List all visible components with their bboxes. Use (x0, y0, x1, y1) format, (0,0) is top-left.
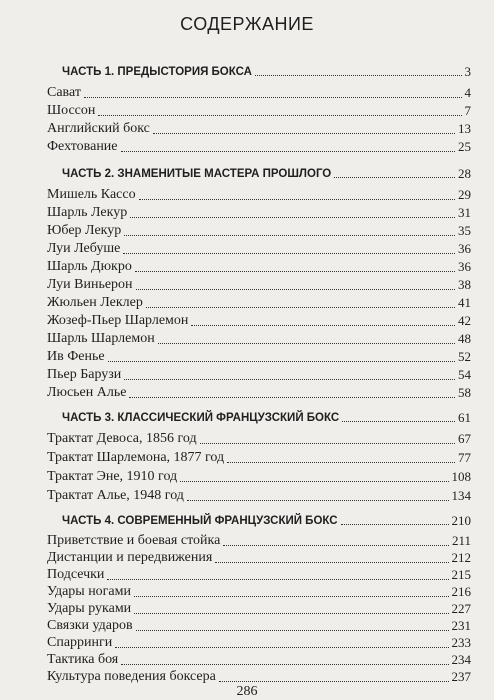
dot-leader (129, 397, 455, 398)
page-number: 286 (236, 684, 258, 699)
entry-title: Связки ударов (47, 618, 133, 633)
toc-entry (47, 651, 471, 669)
entry-page: 234 (451, 652, 471, 667)
toc-entry (47, 258, 471, 276)
dot-leader (130, 217, 455, 218)
dot-leader (121, 664, 448, 665)
toc-part-2 (62, 166, 471, 182)
dot-leader (139, 199, 455, 200)
entry-page: 231 (451, 618, 471, 633)
entry-page: 77 (458, 450, 471, 465)
dot-leader (255, 75, 462, 76)
entry-page: 215 (451, 567, 471, 582)
part-page: 28 (458, 166, 471, 181)
entry-page: 38 (458, 277, 471, 292)
dot-leader (121, 151, 455, 152)
toc-entry (47, 487, 471, 505)
toc-entry (47, 240, 471, 258)
toc-entry (47, 222, 471, 240)
toc-entry (47, 384, 471, 402)
entry-title: Трактат Девоса, 1856 год (47, 431, 197, 446)
entry-page: 54 (458, 367, 471, 382)
toc-entry (47, 138, 471, 156)
toc-entry (47, 294, 471, 312)
dot-leader (134, 613, 448, 614)
part-title: ЧАСТЬ 2. ЗНАМЕНИТЫЕ МАСТЕРА ПРОШЛОГО (62, 168, 332, 180)
entry-title: Удары ногами (47, 584, 131, 599)
entry-title: Шарль Лекур (47, 205, 128, 220)
entry-page: 134 (451, 488, 471, 503)
entry-title: Ив Фенье (47, 349, 105, 364)
entry-page: 25 (458, 139, 471, 154)
dot-leader (200, 443, 455, 444)
toc-entry (47, 634, 471, 652)
entry-title: Спарринги (47, 635, 113, 650)
entry-title: Фехтование (47, 139, 118, 154)
entry-page: 58 (458, 385, 471, 400)
entry-title: Юбер Лекур (47, 223, 122, 238)
dot-leader (187, 500, 449, 501)
dot-leader (341, 524, 449, 525)
toc-entry (47, 330, 471, 348)
toc-entry (47, 366, 471, 384)
entry-title: Культура поведения боксера (47, 669, 216, 684)
entry-page: 211 (451, 533, 471, 548)
toc-entry (47, 276, 471, 294)
entry-title: Приветствие и боевая стойка (47, 533, 221, 548)
dot-leader (158, 343, 455, 344)
entry-page: 48 (458, 331, 471, 346)
toc-part-4 (62, 513, 471, 529)
dot-leader (219, 681, 449, 682)
part-title: ЧАСТЬ 4. СОВРЕМЕННЫЙ ФРАНЦУЗСКИЙ БОКС (62, 515, 338, 527)
entry-page: 52 (458, 349, 471, 364)
entry-page: 7 (464, 103, 471, 118)
entry-page: 233 (451, 635, 471, 650)
entry-title: Шарль Шарлемон (47, 331, 155, 346)
dot-leader (136, 630, 449, 631)
dot-leader (191, 325, 455, 326)
dot-leader (180, 481, 448, 482)
part-page: 210 (451, 513, 471, 528)
toc-part-3 (62, 410, 471, 426)
entry-title: Английский бокс (47, 121, 150, 136)
page-title: СОДЕРЖАНИЕ (180, 14, 314, 34)
part-title: ЧАСТЬ 3. КЛАССИЧЕСКИЙ ФРАНЦУЗСКИЙ БОКС (62, 412, 340, 424)
entry-title: Подсечки (47, 567, 105, 582)
toc-entry (47, 532, 471, 550)
entry-page: 67 (458, 431, 471, 446)
dot-leader (135, 271, 455, 272)
dot-leader (98, 115, 461, 116)
entry-title: Жюльен Леклер (47, 295, 143, 310)
dot-leader (123, 253, 455, 254)
entry-title: Пьер Барузи (47, 367, 122, 382)
dot-leader (227, 462, 455, 463)
entry-page: 212 (451, 550, 471, 565)
entry-page: 13 (458, 121, 471, 136)
entry-title: Дистанции и передвижения (47, 550, 213, 565)
toc-entry (47, 430, 471, 448)
entry-title: Люсьен Алье (47, 385, 127, 400)
toc-entry (47, 583, 471, 601)
dot-leader (84, 97, 462, 98)
toc-entry (47, 120, 471, 138)
entry-page: 41 (458, 295, 471, 310)
toc-entry (47, 186, 471, 204)
entry-title: Жозеф-Пьер Шарлемон (47, 313, 189, 328)
entry-page: 216 (451, 584, 471, 599)
dot-leader (124, 379, 455, 380)
entry-title: Сават (47, 85, 81, 100)
entry-title: Шоссон (47, 103, 96, 118)
toc-entry (47, 312, 471, 330)
entry-page: 29 (458, 187, 471, 202)
toc-entry (47, 566, 471, 584)
toc-entry (47, 449, 471, 467)
toc-part-1 (62, 64, 471, 80)
dot-leader (136, 289, 455, 290)
dot-leader (223, 545, 449, 546)
dot-leader (334, 177, 455, 178)
dot-leader (215, 562, 448, 563)
entry-title: Тактика боя (47, 652, 119, 667)
entry-page: 36 (458, 259, 471, 274)
part-page: 3 (464, 64, 471, 79)
toc-entry (47, 102, 471, 120)
part-title: ЧАСТЬ 1. ПРЕДЫСТОРИЯ БОКСА (62, 66, 252, 78)
entry-title: Луи Лебуше (47, 241, 121, 256)
entry-page: 36 (458, 241, 471, 256)
entry-title: Мишель Кассо (47, 187, 136, 202)
part-page: 61 (458, 410, 471, 425)
entry-title: Трактат Шарлемона, 1877 год (47, 450, 225, 465)
dot-leader (134, 596, 449, 597)
entry-title: Трактат Эне, 1910 год (47, 469, 178, 484)
entry-page: 227 (451, 601, 471, 616)
dot-leader (342, 421, 455, 422)
toc-entry (47, 600, 471, 618)
toc-entry (47, 204, 471, 222)
toc-entry (47, 549, 471, 567)
entry-page: 237 (451, 669, 471, 684)
toc-entry (47, 468, 471, 486)
entry-title: Удары руками (47, 601, 132, 616)
entry-page: 108 (451, 469, 471, 484)
entry-title: Трактат Алье, 1948 год (47, 488, 184, 503)
dot-leader (124, 235, 455, 236)
dot-leader (107, 579, 448, 580)
dot-leader (108, 361, 455, 362)
dot-leader (146, 307, 455, 308)
entry-page: 42 (458, 313, 471, 328)
toc-entry (47, 348, 471, 366)
entry-title: Луи Виньерон (47, 277, 133, 292)
entry-page: 31 (458, 205, 471, 220)
dot-leader (115, 647, 448, 648)
entry-title: Шарль Дюкро (47, 259, 132, 274)
toc-entry (47, 617, 471, 635)
toc-entry (47, 84, 471, 102)
entry-page: 35 (458, 223, 471, 238)
dot-leader (153, 133, 455, 134)
entry-page: 4 (464, 85, 471, 100)
